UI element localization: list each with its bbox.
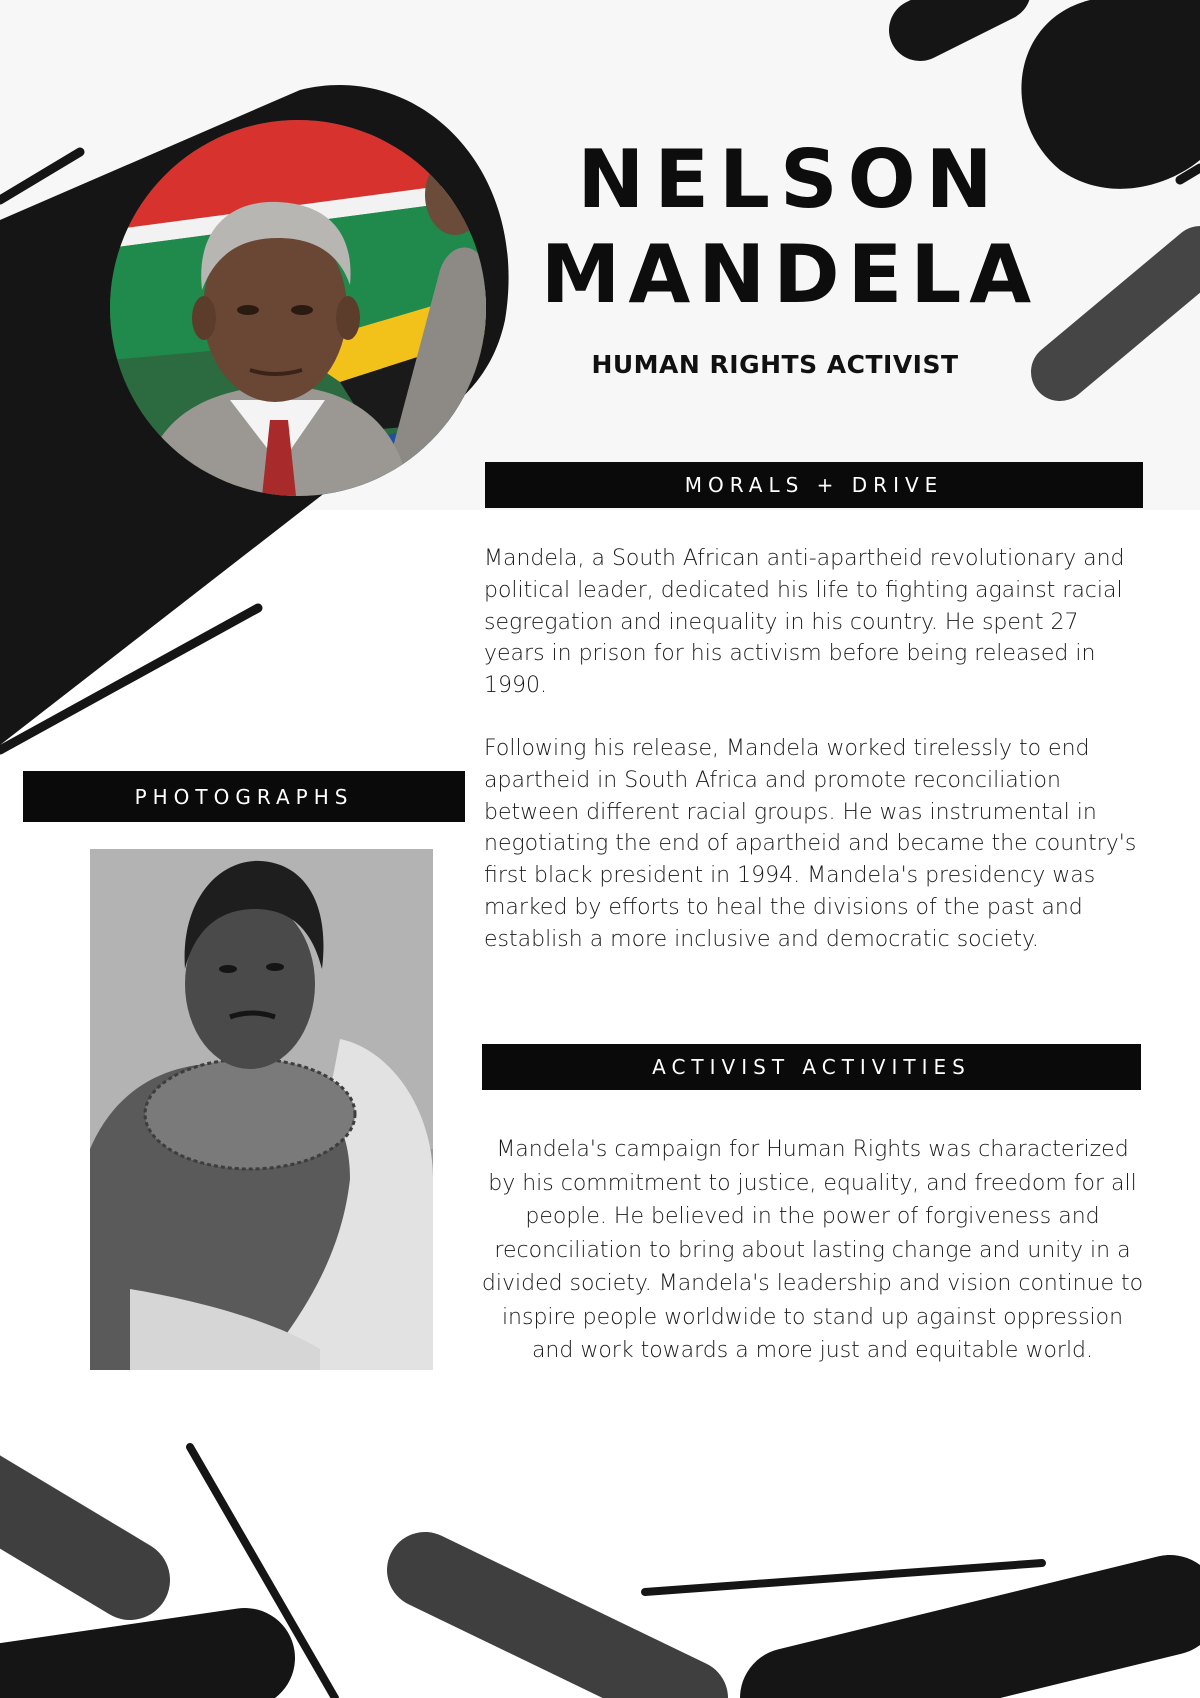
pill-bottom-left-gray bbox=[0, 1490, 130, 1580]
subtitle: HUMAN RIGHTS ACTIVIST bbox=[591, 350, 959, 379]
ear-left bbox=[192, 296, 216, 340]
morals-paragraph-1: Mandela, a South African anti-apartheid revolutionary and political leader, dedicated his life to fighting against racial segregation and inequality in his country. He spent 27 years in prison for his activism before being released in 1990. bbox=[484, 546, 1125, 699]
pill-bottom-right-black bbox=[790, 1605, 1170, 1698]
title-last-name: MANDELA bbox=[540, 228, 1040, 321]
eye-left bbox=[237, 305, 259, 315]
section-header-morals: MORALS + DRIVE bbox=[485, 462, 1143, 508]
eye-right bbox=[291, 305, 313, 315]
section-header-photographs: PHOTOGRAPHS bbox=[23, 771, 465, 822]
ear-right bbox=[336, 296, 360, 340]
activist-paragraph: Mandela's campaign for Human Rights was characterized by his commitment to justice, equality, and freedom for all people. He believed in the power of forgiveness and reconciliation to bring about lasting change and unity in a divided society. Mandela's leadership and vision continue to inspire people worldwide to stand up against oppression and work towards a more just and equitable world. bbox=[481, 1137, 1144, 1363]
morals-paragraph-2: Following his release, Mandela worked tirelessly to end apartheid in South Africa and promote reconciliation between different racial groups. He was instrumental in negotiating the end of apartheid and became the country's first black president in 1994. Mandela's presidency was marked by efforts to heal the divisions of the past and establish a more inclusive and democratic society. bbox=[484, 736, 1137, 952]
beaded-necklace bbox=[145, 1059, 355, 1169]
section-header-activist: ACTIVIST ACTIVITIES bbox=[482, 1044, 1141, 1090]
pill-bottom-left-black bbox=[0, 1658, 245, 1698]
title-first-name: NELSON bbox=[577, 133, 1003, 226]
bw-photo-illustration bbox=[90, 849, 433, 1370]
portrait-circle bbox=[110, 120, 486, 496]
thin-line-bottom-right bbox=[645, 1563, 1042, 1592]
portrait-illustration bbox=[110, 120, 486, 496]
pill-top-right-black bbox=[920, 0, 1000, 30]
black-white-photograph bbox=[90, 849, 433, 1370]
bw-eye-left bbox=[219, 965, 237, 973]
bw-eye-right bbox=[266, 963, 284, 971]
